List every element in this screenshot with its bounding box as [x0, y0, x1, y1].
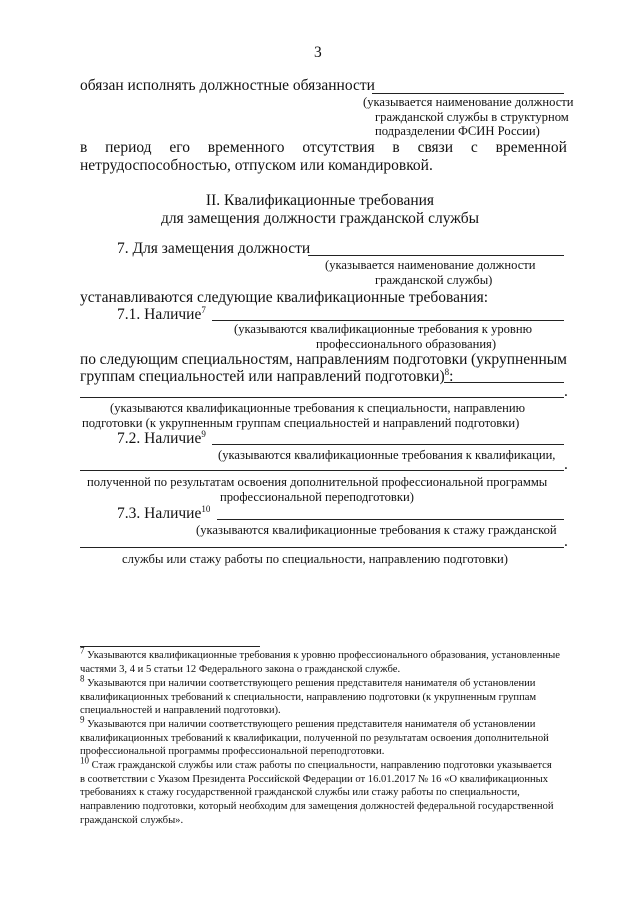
p72-dot: . — [564, 456, 568, 473]
section-title: II. Квалификационные требования — [205, 192, 435, 209]
word: следующим — [99, 351, 179, 368]
blank-line — [308, 255, 564, 256]
word: временной — [495, 139, 567, 156]
blank-line — [212, 320, 564, 321]
word: подготовки — [392, 351, 468, 368]
word: с — [470, 139, 478, 156]
p73-label: 7.3. Наличие$^{10}$ — [117, 503, 211, 522]
word: отсутствия — [302, 139, 375, 156]
word: (укрупненным — [470, 351, 567, 368]
footnote-line: квалификационных требований к квалификации, полученной по результатам освоения дополнительной — [80, 733, 549, 744]
footnote-line: специальностей и направлений подготовки). — [80, 705, 281, 716]
word: временного — [207, 139, 285, 156]
footnote-line: частями 3, 4 и 5 статьи 12 Федерального закона о гражданской службе. — [80, 664, 401, 675]
p72-hint1: (указываются квалификационные требования к квалификации, — [218, 448, 556, 462]
word: его — [169, 139, 190, 156]
footnote-line: требованиях к стажу государственной гражданской службы или стажу работы по специальности, — [80, 787, 520, 798]
footnote-8: $^8$ Указываются при наличии соответствующего решения представителя нанимателя об установлении — [80, 673, 536, 689]
top-line1: обязан исполнять должностные обязанности — [80, 77, 375, 94]
p71-hint4: подготовки (к укрупненным группам специальностей и направлений подготовки) — [82, 416, 520, 430]
blank-line — [372, 93, 564, 94]
word: направлениям — [296, 351, 390, 368]
footnote-line: в соответствии с Указом Президента Российской Федерации от 16.01.2017 № 16 «О квалификационных — [80, 774, 549, 785]
blank-line — [212, 444, 564, 445]
word: связи — [417, 139, 454, 156]
footnote-7: $^7$ Указываются квалификационные требования к уровню профессионального образования, установленные — [80, 645, 560, 661]
footnote-line: квалификационных требований к специальности, направлению подготовки (к укрупненным группам — [80, 692, 537, 703]
p71-text1 — [80, 351, 567, 369]
p72-hint2: полученной по результатам освоения дополнительной профессиональной программы — [87, 475, 548, 489]
top-line2 — [80, 139, 567, 157]
page-number: 3 — [314, 44, 322, 61]
p71-text2: группам специальностей или направлений подготовки)$^8$: — [80, 366, 454, 385]
p73-dot: . — [564, 533, 568, 550]
p72-hint3: профессиональной переподготовки) — [220, 490, 414, 504]
word: в — [80, 139, 88, 156]
word: специальностям, — [181, 351, 293, 368]
top-line3: нетрудоспособностью, отпуском или командировкой. — [80, 157, 433, 174]
blank-line — [80, 397, 564, 398]
word: в — [392, 139, 400, 156]
p7-label: 7. Для замещения должности — [117, 240, 311, 257]
p71-label: 7.1. Наличие$^7$ — [117, 304, 206, 323]
top-hint2: гражданской службы в структурном — [375, 110, 569, 124]
footnote-line: гражданской службы». — [80, 815, 184, 826]
blank-line — [217, 519, 564, 520]
p71-hint1: (указываются квалификационные требования к уровню — [234, 322, 533, 336]
footnote-line: профессиональной программы профессиональной переподготовки. — [80, 746, 385, 757]
p73-hint2: службы или стажу работы по специальности, направлению подготовки) — [122, 552, 508, 566]
footnote-9: $^9$ Указываются при наличии соответствующего решения представителя нанимателя об установлении — [80, 714, 536, 730]
section-subtitle: для замещения должности гражданской службы — [160, 210, 480, 227]
p7-hint1: (указывается наименование должности — [325, 258, 536, 272]
footnote-separator — [80, 646, 260, 647]
p71-dot: . — [564, 383, 568, 400]
top-hint3: подразделении ФСИН России) — [375, 124, 540, 138]
footnote-10: $^{10}$ Стаж гражданской службы или стаж работы по специальности, направлению подготовки указывается — [80, 755, 552, 771]
word: по — [80, 351, 97, 368]
p72-label: 7.2. Наличие$^9$ — [117, 428, 206, 447]
top-hint1: (указывается наименование должности — [363, 95, 574, 109]
blank-line — [80, 470, 564, 471]
footnote-line: направлению подготовки, который необходим для замещения должностей федеральной государственной — [80, 801, 554, 812]
p71-hint3: (указываются квалификационные требования к специальности, направлению — [110, 401, 525, 415]
blank-line — [444, 382, 564, 383]
p71-hint2: профессионального образования) — [316, 337, 497, 351]
word: период — [105, 139, 152, 156]
p7-text: устанавливаются следующие квалификационные требования: — [80, 289, 489, 306]
blank-line — [80, 547, 564, 548]
p7-hint2: гражданской службы) — [375, 273, 493, 287]
p73-hint1: (указываются квалификационные требования к стажу гражданской — [196, 523, 557, 537]
